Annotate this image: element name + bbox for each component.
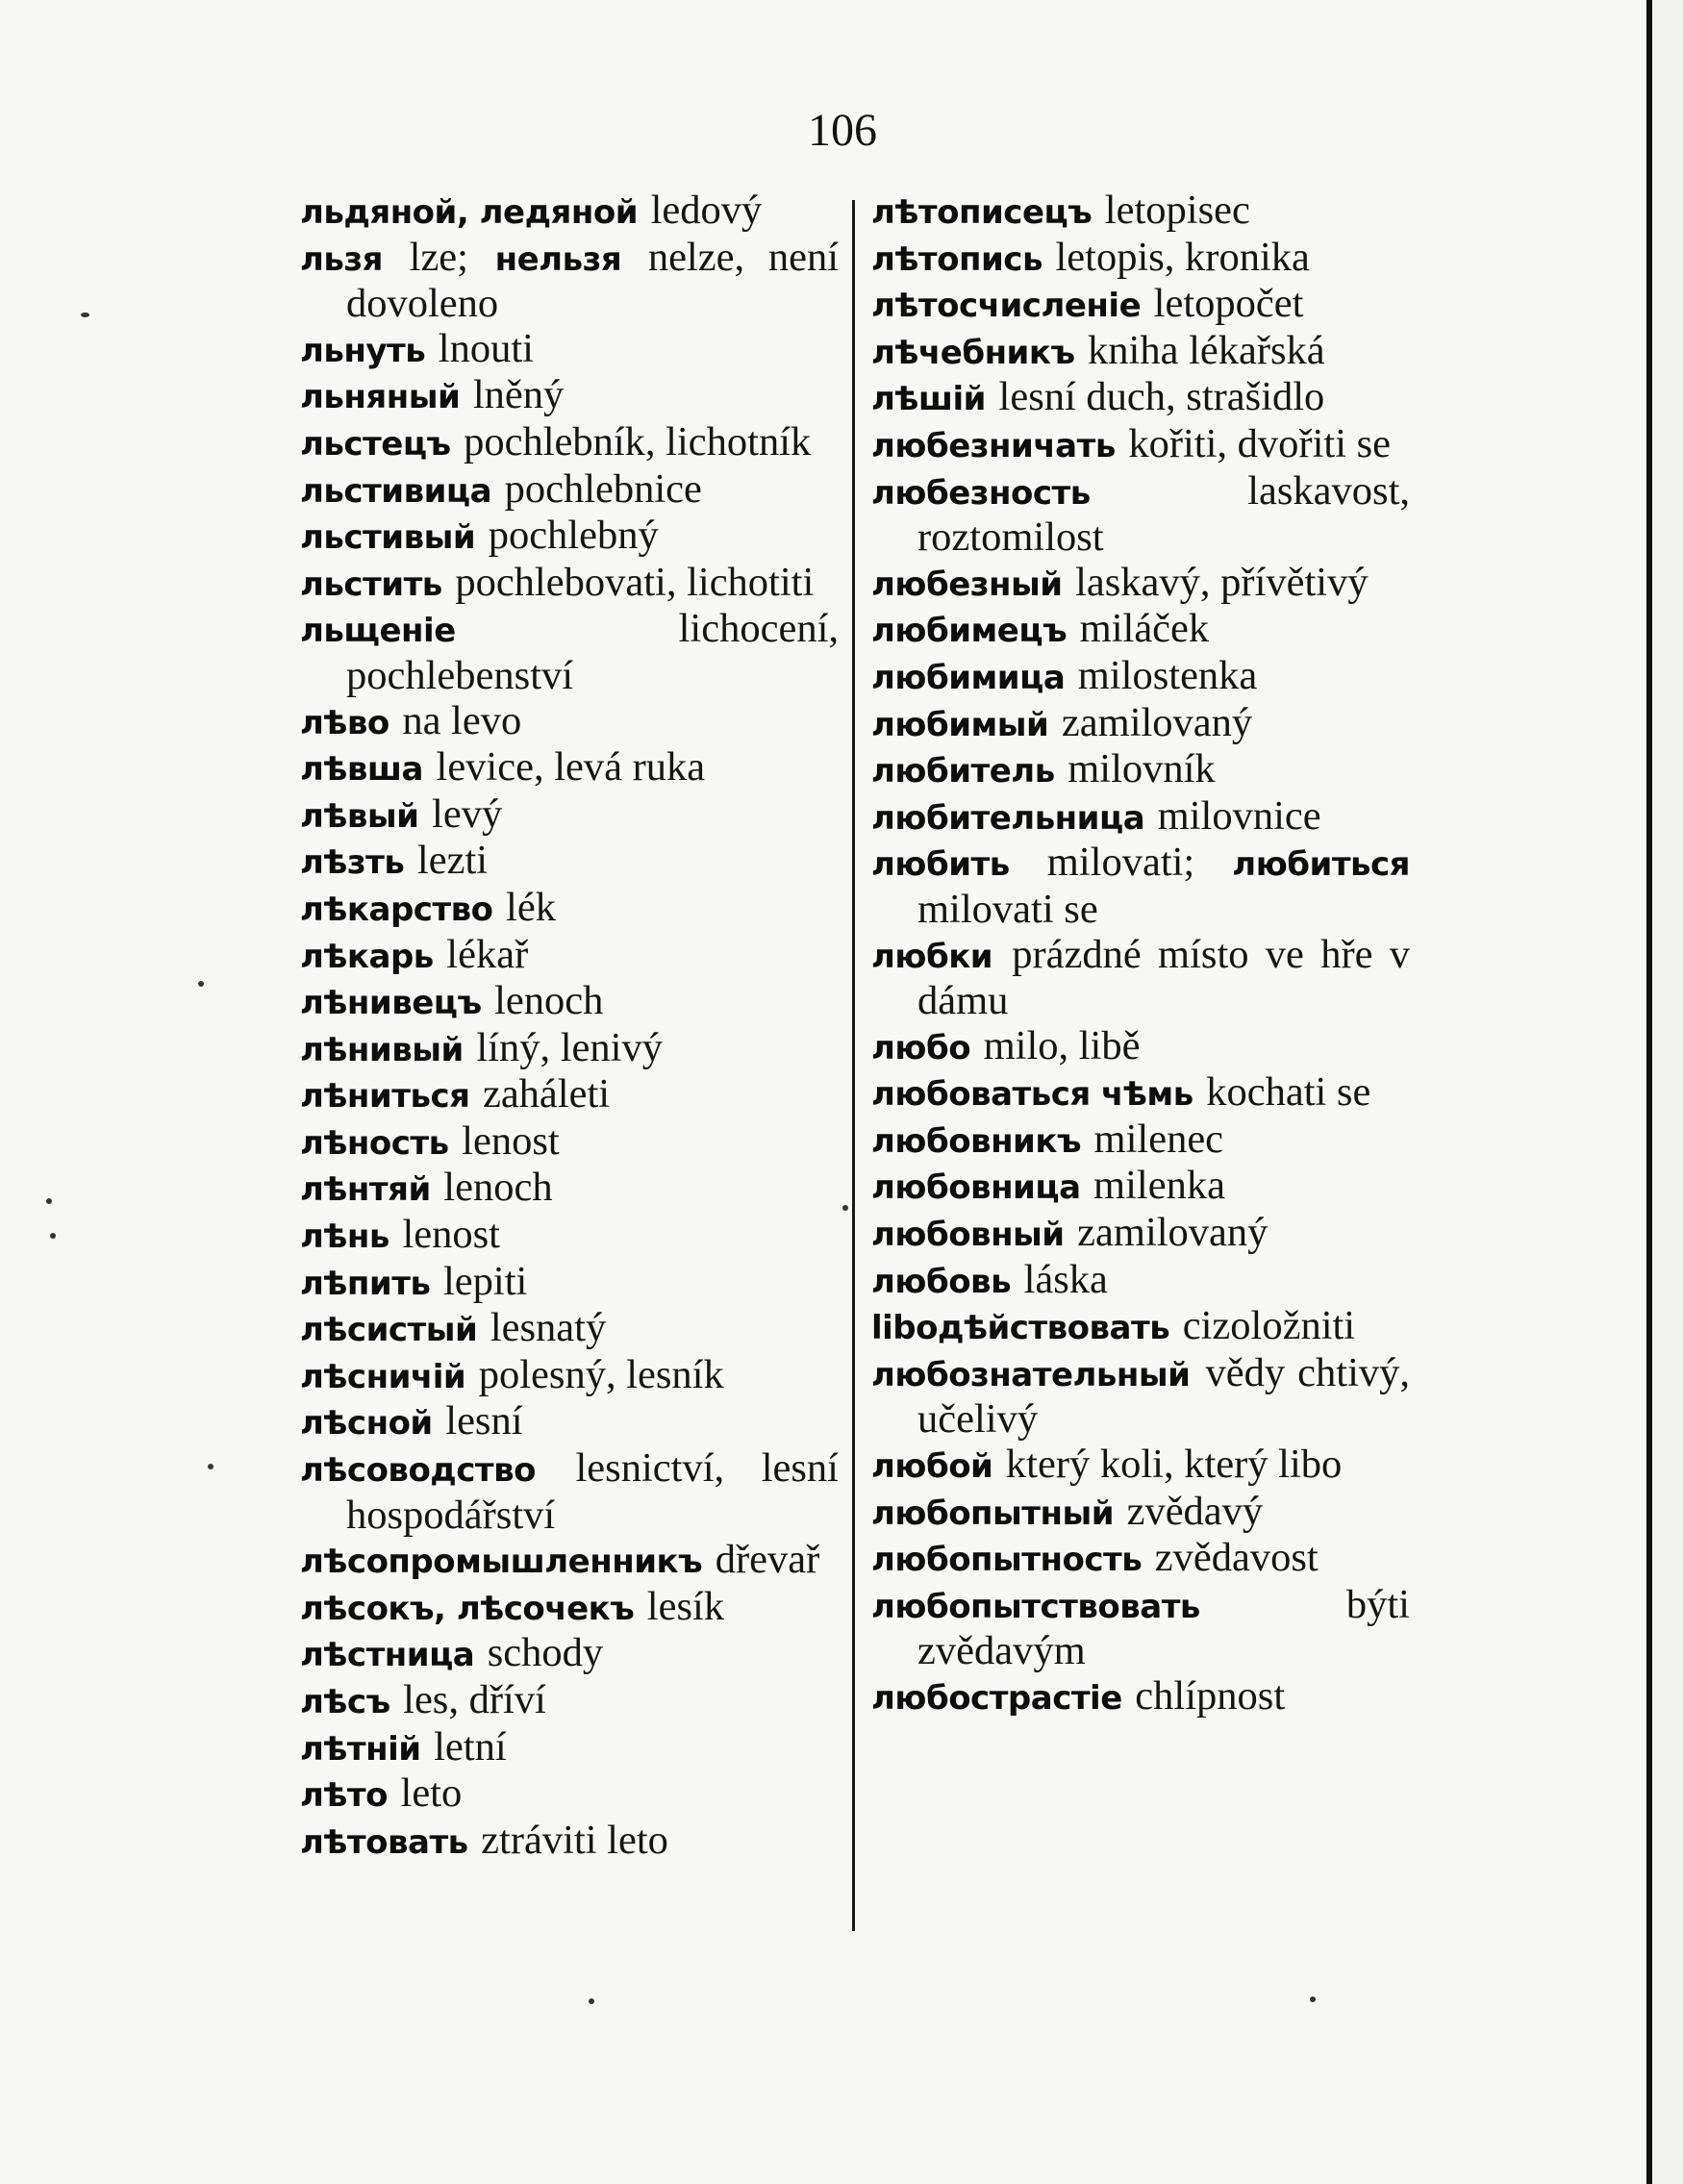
translation: milenec [1093,1116,1224,1162]
dictionary-entry [300,1353,839,1400]
dictionary-entry [300,1260,839,1307]
headword: лѣсоводство [300,1451,537,1491]
translation: zamilovaný [1077,1210,1269,1256]
margin-speck [81,313,89,317]
translation: cizoložniti [1182,1303,1356,1349]
headword: льдяной, ледяной [300,193,639,232]
headword: лѣкарство [300,890,493,929]
headword: лѣстница [300,1636,475,1675]
dictionary-entry [871,933,1410,1024]
margin-speck [208,1464,214,1469]
translation: na levo [402,697,522,743]
translation: milovník [1068,746,1216,792]
headword: лѣпить [300,1264,431,1303]
translation: letní [434,1723,507,1770]
dictionary-entry [300,1678,839,1725]
left-column [300,188,839,1865]
dictionary-entry [871,236,1410,283]
headword: лѣсокъ, лѣсочекъ [300,1589,635,1628]
headword: лѣзть [300,843,405,883]
page-edge [1646,0,1683,2184]
translation: letopisec [1104,188,1250,233]
translation: ztráviti leto [481,1817,668,1863]
headword: любимецъ [871,612,1068,651]
headword: любиться [1232,845,1411,885]
translation: letopočet [1153,281,1304,327]
dictionary-entry [871,1024,1410,1071]
dictionary-entry [300,1725,839,1772]
headword: лѣво [300,703,389,742]
headword: льщеніе [300,612,456,651]
dictionary-entry [871,1536,1410,1583]
headword: лѣчебникъ [871,333,1075,372]
headword: лѣвша [300,750,423,790]
translation: pochlebnice [504,465,702,512]
headword: лѣтовать [300,1822,468,1862]
dictionary-entry [300,1213,839,1260]
dictionary-entry [300,561,839,608]
dictionary-entry [300,373,839,420]
headword: любо [871,1028,971,1067]
dictionary-entry [300,514,839,561]
headword: нельзя [494,239,622,279]
translation: kořiti, dvořiti se [1128,420,1392,466]
headword: лѣсничій [300,1357,466,1396]
headword: любовь [871,1262,1012,1301]
margin-speck [50,1233,56,1239]
dictionary-entry [300,1026,839,1073]
translation: pochlebný [488,513,659,559]
headword: любой [871,1447,993,1487]
dictionary-entry [871,701,1410,748]
headword: любезный [871,565,1063,604]
dictionary-entry [300,607,839,698]
translation: lezti [416,838,489,884]
dictionary-entry [300,1399,839,1446]
dictionary-entry [871,841,1410,932]
translation: zaháleti [482,1071,611,1117]
translation: lnouti [438,325,534,371]
dictionary-entry [300,979,839,1026]
headword: лѣвый [300,796,419,836]
headword: льняный [300,378,461,417]
dictionary-entry [871,747,1410,794]
headword: libодѣйствовать [871,1309,1170,1348]
headword: лѣсистый [300,1311,478,1350]
translation: laskavý, přívětivý [1075,559,1369,605]
dictionary-entry [300,1072,839,1119]
dictionary-entry [300,188,839,236]
headword: лѣсъ [300,1683,390,1721]
dictionary-entry [871,469,1410,561]
dictionary-entry [300,886,839,933]
translation: lze; [409,234,468,280]
dictionary-entry [300,1446,839,1538]
translation: schody [487,1630,604,1676]
dictionary-entry [300,1585,839,1632]
headword: льстить [300,565,442,604]
dictionary-entry [300,699,839,746]
dictionary-entry [871,607,1410,654]
dictionary-entry [300,839,839,886]
translation: lenost [402,1212,500,1258]
margin-speck [46,1198,52,1204]
margin-speck [589,1998,594,2004]
translation: láska [1023,1256,1108,1302]
dictionary-entry [871,1351,1410,1443]
headword: любки [871,937,993,976]
dictionary-entry [300,1631,839,1678]
headword: лѣниться [300,1077,470,1117]
dictionary-entry [871,1258,1410,1305]
translation: líný, lenivý [476,1024,663,1070]
headword: любовный [871,1216,1065,1255]
translation: miláček [1079,606,1210,652]
column-divider [852,200,855,1931]
headword: любопытствовать [871,1587,1200,1626]
dictionary-entry [871,561,1410,608]
dictionary-entry [871,1211,1410,1258]
headword: лѣтосчисленіе [871,287,1142,326]
right-column [871,188,1410,1721]
translation: kochati se [1206,1069,1371,1116]
dictionary-entry [871,1164,1410,1211]
translation: býti zvědavým [917,1581,1410,1674]
dictionary-entry [871,1443,1410,1490]
dictionary-entry [871,329,1410,376]
translation: zvědavost [1154,1535,1319,1581]
translation: prázdné místo ve hře v dámu [917,931,1410,1024]
headword: любитель [871,752,1055,791]
headword: лѣкарь [300,937,434,976]
dictionary-entry [300,327,839,374]
dictionary-entry [300,1306,839,1353]
translation: letopis, kronika [1055,234,1310,280]
translation: milovati; [1046,840,1195,886]
dictionary-entry [871,1490,1410,1537]
headword: лѣтній [300,1729,421,1769]
dictionary-entry [300,1771,839,1819]
headword: любострастіе [871,1679,1122,1718]
headword: льнуть [300,331,426,370]
headword: любить [871,845,1010,885]
headword: льстецъ [300,424,451,464]
headword: лѣнтяй [300,1170,431,1210]
translation: lesní duch, strašidlo [998,374,1325,420]
headword: любезничать [871,426,1116,465]
headword: льстивица [300,471,492,511]
translation: levý [432,791,503,837]
dictionary-entry [300,236,839,327]
dictionary-entry [871,375,1410,422]
translation: lichocení, pochlebenství [346,606,839,698]
translation: zamilovaný [1061,699,1253,745]
headword: любоваться чѣмь [871,1075,1193,1115]
headword: любознательный [871,1355,1191,1394]
headword: любопытность [871,1541,1143,1580]
headword: любительница [871,798,1145,838]
headword: любовница [871,1168,1081,1208]
translation: který koli, který libo [1005,1442,1343,1488]
headword: лѣто [300,1776,388,1816]
translation: les, dříví [403,1677,546,1722]
dictionary-entry [300,1538,839,1585]
translation: zvědavý [1126,1488,1264,1534]
headword: любовникъ [871,1121,1082,1161]
translation: lesní [445,1398,523,1444]
translation: lepiti [442,1258,528,1304]
translation: ledový [650,188,763,233]
margin-speck [842,1205,848,1211]
translation: lněný [472,372,565,418]
dictionary-entry [871,1674,1410,1721]
translation: chlípnost [1135,1673,1286,1719]
dictionary-entry [300,1166,839,1213]
translation: leto [400,1770,463,1817]
dictionary-entry [300,745,839,792]
headword: любопытный [871,1494,1115,1533]
headword: лѣнивецъ [300,984,482,1023]
dictionary-entry [871,1583,1410,1674]
headword: любимица [871,658,1066,697]
translation: milo, libě [983,1022,1141,1068]
headword: лѣсной [300,1404,433,1443]
dictionary-entry [871,1070,1410,1117]
translation: lesnictví, lesní hospodářství [346,1445,839,1538]
dictionary-entry [300,933,839,980]
translation: lenost [462,1117,560,1164]
dictionary-entry [300,420,839,467]
headword: лѣнь [300,1218,389,1257]
translation: lenoch [494,978,604,1024]
headword: любимый [871,705,1049,744]
headword: любезность [871,473,1091,513]
headword: лѣность [300,1123,449,1163]
translation: lesnatý [490,1305,607,1351]
dictionary-entry [871,422,1410,469]
translation: lenoch [443,1165,553,1211]
translation: laskavost, roztomilost [917,467,1410,561]
headword: лѣтописецъ [871,193,1093,232]
dictionary-entry [300,1819,839,1866]
dictionary-entry [871,282,1410,329]
translation: lesík [646,1583,725,1629]
translation: milovati se [917,886,1098,932]
margin-speck [198,981,204,987]
dictionary-entry [871,1117,1410,1165]
page-number: 106 [808,105,877,156]
translation: pochlebovati, lichotiti [455,559,815,605]
dictionary-entry [300,467,839,515]
dictionary-entry [871,794,1410,841]
headword: лѣтопись [871,239,1042,279]
headword: льстивый [300,518,476,558]
translation: pochlebník, lichotník [464,418,812,464]
translation: kniha lékařská [1088,327,1325,373]
margin-speck [1310,1996,1316,2002]
dictionary-entry [871,654,1410,701]
translation: dřevař [715,1537,820,1583]
headword: лѣшій [871,380,987,419]
headword: льзя [300,239,383,279]
translation: lékař [446,931,529,977]
translation: polesný, lesník [478,1351,724,1397]
translation: milostenka [1077,652,1258,698]
translation: milovnice [1157,792,1321,839]
translation: lék [506,884,556,930]
translation: levice, levá ruka [436,744,706,791]
dictionary-entry [871,188,1410,236]
translation: nelze, není dovoleno [346,234,840,327]
translation: milenka [1093,1163,1225,1209]
translation: vědy chtivý, učelivý [917,1349,1410,1443]
headword: лѣнивый [300,1030,464,1069]
dictionary-entry [300,792,839,840]
dictionary-entry [871,1304,1410,1351]
headword: лѣсопромышленникъ [300,1543,703,1582]
dictionary-entry [300,1119,839,1167]
